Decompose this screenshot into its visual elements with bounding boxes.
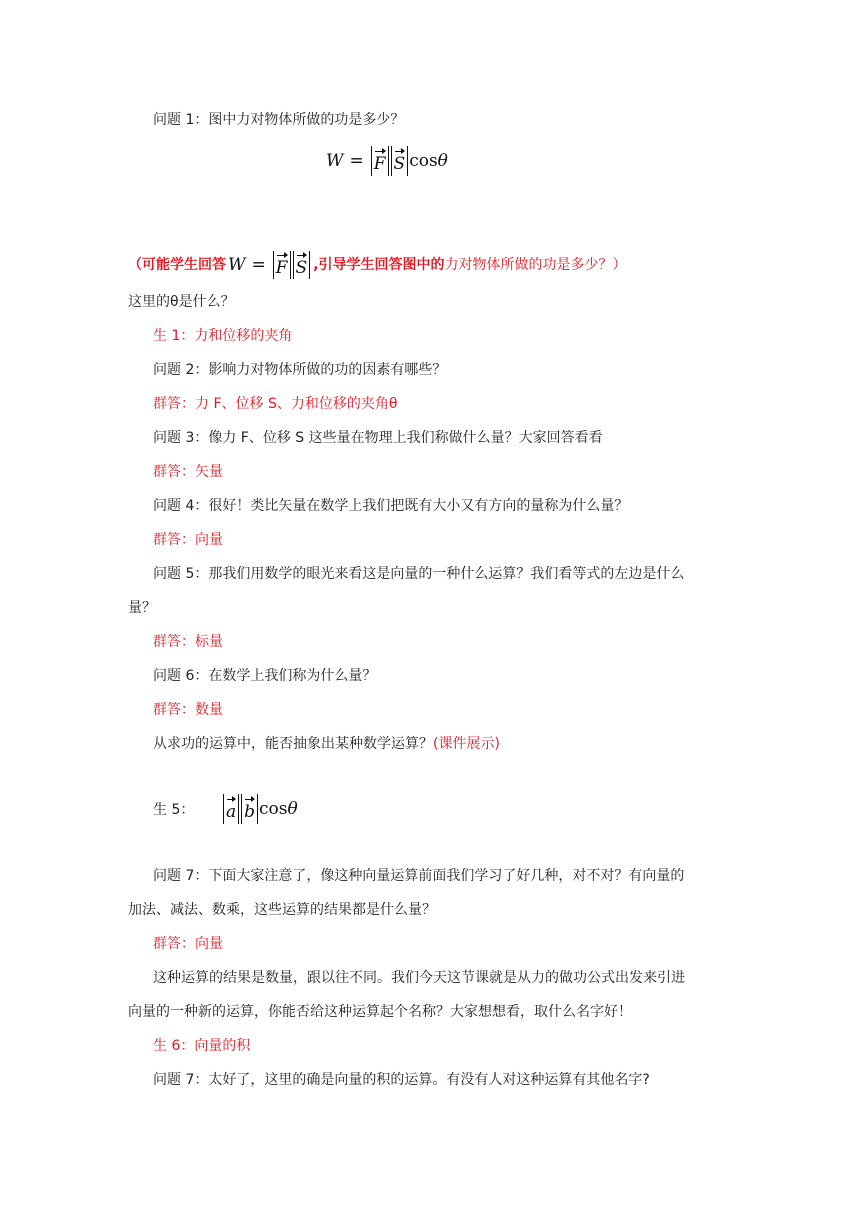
- group-answer-6: 群答：数量: [153, 702, 223, 718]
- hint-vector-force: F: [276, 252, 288, 278]
- paragraph-line-2: 向量的一种新的运算，你能否给这种运算起个名称？大家想想看，取什么名字好！: [128, 1004, 632, 1020]
- question-3: 问题 3：像力 F、位移 S 这些量在物理上我们称做什么量？大家回答看看: [153, 430, 603, 446]
- formula2-cos: cos: [259, 799, 288, 819]
- question-1: 问题 1：图中力对物体所做的功是多少？: [153, 112, 405, 128]
- group-answer-7: 群答：向量: [153, 936, 223, 952]
- abstract-question: [153, 734, 500, 754]
- question-7b: 问题 7：太好了，这里的确是向量的积的运算。有没有人对这种运算有其他名字?: [153, 1072, 650, 1088]
- vector-b: b: [244, 796, 255, 822]
- courseware-note: (课件展示): [433, 736, 500, 752]
- dot-product-formula: [222, 794, 298, 824]
- teaching-hint: [128, 251, 627, 279]
- hint-rest: 力对物体所做的功是多少？）: [444, 257, 627, 273]
- hint-abs-displacement: [293, 251, 311, 279]
- formula2-theta: θ: [287, 799, 298, 819]
- group-answer-5: 群答：标量: [153, 634, 223, 650]
- vector-a: a: [226, 796, 236, 822]
- vector-displacement: S: [394, 148, 406, 174]
- paragraph-line-1: 这种运算的结果是数量，跟以往不同。我们今天这节课就是从力的做功公式出发来引进: [153, 970, 685, 986]
- hint-bold-mid: ,引导学生回答图中的: [313, 257, 445, 273]
- hint-formula-lhs: W: [228, 255, 246, 275]
- hint-open: （可能学生回答: [128, 257, 226, 273]
- abs-force: [371, 146, 389, 176]
- formula-cos: cos: [409, 151, 438, 171]
- student-5-label: 生 5：: [153, 802, 195, 818]
- abstract-text: 从求功的运算中，能否抽象出某种数学运算？: [153, 736, 433, 752]
- group-answer-2: 群答：力 F、位移 S、力和位移的夹角θ: [153, 396, 398, 412]
- theta-question: 这里的θ是什么？: [128, 294, 235, 310]
- question-4: 问题 4：很好！类比矢量在数学上我们把既有大小又有方向的量称为什么量？: [153, 498, 629, 514]
- student-6-answer: 生 6：向量的积: [153, 1038, 251, 1054]
- question-7-line-2: 加法、减法、数乘，这些运算的结果都是什么量？: [128, 902, 436, 918]
- hint-abs-force: [273, 251, 291, 279]
- group-answer-4: 群答：向量: [153, 532, 223, 548]
- hint-formula: [228, 251, 311, 279]
- vector-force: F: [374, 148, 386, 174]
- question-5-line-2: 量？: [128, 600, 156, 616]
- question-2: 问题 2：影响力对物体所做的功的因素有哪些？: [153, 362, 447, 378]
- formula-lhs: W: [326, 151, 344, 171]
- question-5-line-1: 问题 5：那我们用数学的眼光来看这是向量的一种什么运算？我们看等式的左边是什么: [153, 566, 685, 582]
- formula-equals: =: [349, 151, 364, 171]
- abs-vector-b: [241, 794, 258, 824]
- work-formula: [326, 146, 448, 176]
- formula-theta: θ: [437, 151, 448, 171]
- group-answer-3: 群答：矢量: [153, 464, 223, 480]
- hint-formula-equals: =: [251, 255, 266, 275]
- question-7-line-1: 问题 7：下面大家注意了，像这种向量运算前面我们学习了好几种，对不对？有向量的: [153, 868, 685, 884]
- hint-vector-displacement: S: [296, 252, 308, 278]
- abs-vector-a: [223, 794, 239, 824]
- abs-displacement: [391, 146, 409, 176]
- question-6: 问题 6：在数学上我们称为什么量？: [153, 668, 377, 684]
- student-1-answer: 生 1：力和位移的夹角: [153, 328, 293, 344]
